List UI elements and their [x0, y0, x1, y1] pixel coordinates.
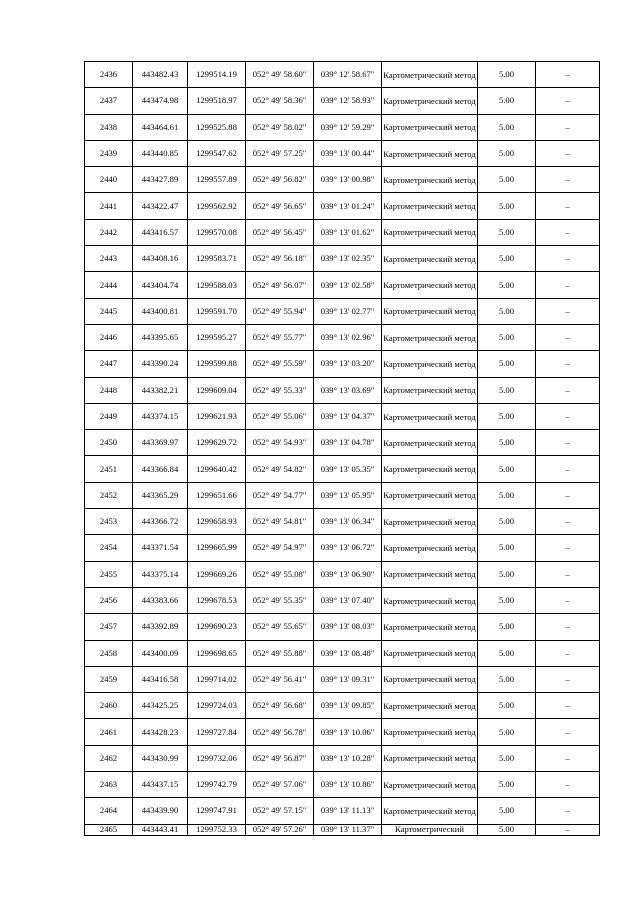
accuracy-cell: 5.00 [478, 693, 536, 719]
x-coordinate-cell: 443428.23 [133, 719, 188, 745]
table-row [85, 640, 600, 666]
point-number-cell: 2442 [85, 219, 133, 245]
latitude-cell: 052° 49' 54.81" [246, 509, 314, 535]
point-number-cell: 2455 [85, 561, 133, 587]
longitude-cell: 039° 13' 03.20" [314, 351, 382, 377]
y-coordinate-cell: 1299732.06 [188, 745, 246, 771]
accuracy-cell: 5.00 [478, 403, 536, 429]
table-row [85, 824, 600, 835]
latitude-cell: 052° 49' 57.06" [246, 772, 314, 798]
point-number-cell: 2459 [85, 666, 133, 692]
y-coordinate-cell: 1299525.88 [188, 114, 246, 140]
x-coordinate-cell: 443440.85 [133, 140, 188, 166]
note-cell: – [536, 298, 600, 324]
accuracy-cell: 5.00 [478, 640, 536, 666]
method-cell: Картометрический метод [382, 614, 478, 640]
note-cell: – [536, 535, 600, 561]
note-cell: – [536, 482, 600, 508]
latitude-cell: 052° 49' 57.25" [246, 140, 314, 166]
accuracy-cell: 5.00 [478, 456, 536, 482]
point-number-cell: 2449 [85, 403, 133, 429]
table-row [85, 798, 600, 824]
x-coordinate-cell: 443474.98 [133, 88, 188, 114]
point-number-cell: 2454 [85, 535, 133, 561]
note-cell: – [536, 719, 600, 745]
table-row [85, 587, 600, 613]
y-coordinate-cell: 1299547.62 [188, 140, 246, 166]
table-row [85, 456, 600, 482]
accuracy-cell: 5.00 [478, 798, 536, 824]
longitude-cell: 039° 13' 04.78" [314, 430, 382, 456]
x-coordinate-cell: 443443.41 [133, 824, 188, 835]
accuracy-cell: 5.00 [478, 535, 536, 561]
point-number-cell: 2441 [85, 193, 133, 219]
note-cell: – [536, 430, 600, 456]
x-coordinate-cell: 443400.09 [133, 640, 188, 666]
note-cell: – [536, 798, 600, 824]
y-coordinate-cell: 1299678.53 [188, 587, 246, 613]
method-cell: Картометрический метод [382, 456, 478, 482]
method-cell: Картометрический метод [382, 324, 478, 350]
y-coordinate-cell: 1299690.23 [188, 614, 246, 640]
longitude-cell: 039° 13' 02.58" [314, 272, 382, 298]
y-coordinate-cell: 1299640.42 [188, 456, 246, 482]
y-coordinate-cell: 1299747.91 [188, 798, 246, 824]
x-coordinate-cell: 443482.43 [133, 62, 188, 88]
x-coordinate-cell: 443392.89 [133, 614, 188, 640]
longitude-cell: 039° 13' 02.77" [314, 298, 382, 324]
longitude-cell: 039° 13' 11.37" [314, 824, 382, 835]
accuracy-cell: 5.00 [478, 377, 536, 403]
latitude-cell: 052° 49' 54.97" [246, 535, 314, 561]
method-cell: Картометрический метод [382, 219, 478, 245]
method-cell: Картометрический метод [382, 561, 478, 587]
method-cell: Картометрический метод [382, 193, 478, 219]
method-cell: Картометрический метод [382, 88, 478, 114]
accuracy-cell: 5.00 [478, 167, 536, 193]
method-cell: Картометрический метод [382, 535, 478, 561]
y-coordinate-cell: 1299518.97 [188, 88, 246, 114]
table-row [85, 430, 600, 456]
longitude-cell: 039° 13' 09.85" [314, 693, 382, 719]
table-row [85, 614, 600, 640]
latitude-cell: 052° 49' 56.87" [246, 745, 314, 771]
y-coordinate-cell: 1299669.26 [188, 561, 246, 587]
note-cell: – [536, 351, 600, 377]
y-coordinate-cell: 1299658.93 [188, 509, 246, 535]
longitude-cell: 039° 13' 00.98" [314, 167, 382, 193]
method-cell: Картометрический метод [382, 509, 478, 535]
method-cell: Картометрический метод [382, 298, 478, 324]
longitude-cell: 039° 13' 06.34" [314, 509, 382, 535]
y-coordinate-cell: 1299742.79 [188, 772, 246, 798]
y-coordinate-cell: 1299665.99 [188, 535, 246, 561]
y-coordinate-cell: 1299514.19 [188, 62, 246, 88]
longitude-cell: 039° 13' 03.69" [314, 377, 382, 403]
y-coordinate-cell: 1299698.65 [188, 640, 246, 666]
accuracy-cell: 5.00 [478, 587, 536, 613]
latitude-cell: 052° 49' 58.02" [246, 114, 314, 140]
note-cell: – [536, 640, 600, 666]
table-row [85, 351, 600, 377]
method-cell: Картометрический метод [382, 430, 478, 456]
y-coordinate-cell: 1299714.02 [188, 666, 246, 692]
x-coordinate-cell: 443439.90 [133, 798, 188, 824]
x-coordinate-cell: 443425.25 [133, 693, 188, 719]
longitude-cell: 039° 13' 11.13" [314, 798, 382, 824]
point-number-cell: 2447 [85, 351, 133, 377]
note-cell: – [536, 666, 600, 692]
longitude-cell: 039° 13' 01.62" [314, 219, 382, 245]
accuracy-cell: 5.00 [478, 62, 536, 88]
method-cell: Картометрический метод [382, 719, 478, 745]
longitude-cell: 039° 13' 05.95" [314, 482, 382, 508]
note-cell: – [536, 587, 600, 613]
method-cell: Картометрический метод [382, 693, 478, 719]
longitude-cell: 039° 13' 09.31" [314, 666, 382, 692]
latitude-cell: 052° 49' 55.06" [246, 403, 314, 429]
point-number-cell: 2460 [85, 693, 133, 719]
y-coordinate-cell: 1299724.03 [188, 693, 246, 719]
method-cell: Картометрический метод [382, 114, 478, 140]
latitude-cell: 052° 49' 56.07" [246, 272, 314, 298]
table-row [85, 772, 600, 798]
longitude-cell: 039° 13' 01.24" [314, 193, 382, 219]
method-cell: Картометрический [382, 824, 478, 835]
note-cell: – [536, 745, 600, 771]
method-cell: Картометрический метод [382, 482, 478, 508]
point-number-cell: 2436 [85, 62, 133, 88]
latitude-cell: 052° 49' 55.33" [246, 377, 314, 403]
method-cell: Картометрический метод [382, 403, 478, 429]
point-number-cell: 2463 [85, 772, 133, 798]
x-coordinate-cell: 443369.97 [133, 430, 188, 456]
y-coordinate-cell: 1299752.33 [188, 824, 246, 835]
latitude-cell: 052° 49' 55.94" [246, 298, 314, 324]
y-coordinate-cell: 1299557.89 [188, 167, 246, 193]
y-coordinate-cell: 1299583.71 [188, 246, 246, 272]
point-number-cell: 2457 [85, 614, 133, 640]
table-row [85, 88, 600, 114]
point-number-cell: 2464 [85, 798, 133, 824]
longitude-cell: 039° 13' 05.35" [314, 456, 382, 482]
x-coordinate-cell: 443366.72 [133, 509, 188, 535]
note-cell: – [536, 693, 600, 719]
accuracy-cell: 5.00 [478, 561, 536, 587]
x-coordinate-cell: 443375.14 [133, 561, 188, 587]
y-coordinate-cell: 1299651.66 [188, 482, 246, 508]
accuracy-cell: 5.00 [478, 272, 536, 298]
note-cell: – [536, 140, 600, 166]
method-cell: Картометрический метод [382, 587, 478, 613]
y-coordinate-cell: 1299588.03 [188, 272, 246, 298]
latitude-cell: 052° 49' 55.77" [246, 324, 314, 350]
coordinates-table [84, 61, 600, 836]
accuracy-cell: 5.00 [478, 719, 536, 745]
table-row [85, 298, 600, 324]
y-coordinate-cell: 1299727.84 [188, 719, 246, 745]
method-cell: Картометрический метод [382, 62, 478, 88]
longitude-cell: 039° 13' 06.72" [314, 535, 382, 561]
note-cell: – [536, 509, 600, 535]
y-coordinate-cell: 1299570.08 [188, 219, 246, 245]
x-coordinate-cell: 443371.54 [133, 535, 188, 561]
accuracy-cell: 5.00 [478, 482, 536, 508]
note-cell: – [536, 324, 600, 350]
x-coordinate-cell: 443382.21 [133, 377, 188, 403]
point-number-cell: 2458 [85, 640, 133, 666]
note-cell: – [536, 62, 600, 88]
x-coordinate-cell: 443416.57 [133, 219, 188, 245]
table-row [85, 114, 600, 140]
latitude-cell: 052° 49' 54.93" [246, 430, 314, 456]
table-row [85, 246, 600, 272]
x-coordinate-cell: 443430.99 [133, 745, 188, 771]
note-cell: – [536, 272, 600, 298]
accuracy-cell: 5.00 [478, 772, 536, 798]
latitude-cell: 052° 49' 55.35" [246, 587, 314, 613]
longitude-cell: 039° 13' 04.37" [314, 403, 382, 429]
latitude-cell: 052° 49' 56.18" [246, 246, 314, 272]
x-coordinate-cell: 443383.66 [133, 587, 188, 613]
method-cell: Картометрический метод [382, 640, 478, 666]
point-number-cell: 2451 [85, 456, 133, 482]
accuracy-cell: 5.00 [478, 324, 536, 350]
latitude-cell: 052° 49' 55.59" [246, 351, 314, 377]
accuracy-cell: 5.00 [478, 193, 536, 219]
point-number-cell: 2443 [85, 246, 133, 272]
y-coordinate-cell: 1299629.72 [188, 430, 246, 456]
table-row [85, 403, 600, 429]
x-coordinate-cell: 443390.24 [133, 351, 188, 377]
latitude-cell: 052° 49' 56.78" [246, 719, 314, 745]
table-row [85, 167, 600, 193]
table-row [85, 482, 600, 508]
point-number-cell: 2448 [85, 377, 133, 403]
note-cell: – [536, 403, 600, 429]
table-row [85, 535, 600, 561]
note-cell: – [536, 561, 600, 587]
accuracy-cell: 5.00 [478, 140, 536, 166]
latitude-cell: 052° 49' 56.45" [246, 219, 314, 245]
method-cell: Картометрический метод [382, 772, 478, 798]
latitude-cell: 052° 49' 56.41" [246, 666, 314, 692]
longitude-cell: 039° 13' 08.48" [314, 640, 382, 666]
accuracy-cell: 5.00 [478, 219, 536, 245]
accuracy-cell: 5.00 [478, 824, 536, 835]
table-row [85, 219, 600, 245]
point-number-cell: 2440 [85, 167, 133, 193]
x-coordinate-cell: 443427.89 [133, 167, 188, 193]
latitude-cell: 052° 49' 57.15" [246, 798, 314, 824]
table-row [85, 324, 600, 350]
x-coordinate-cell: 443366.84 [133, 456, 188, 482]
y-coordinate-cell: 1299591.70 [188, 298, 246, 324]
longitude-cell: 039° 13' 10.28" [314, 745, 382, 771]
longitude-cell: 039° 12' 59.29" [314, 114, 382, 140]
point-number-cell: 2456 [85, 587, 133, 613]
x-coordinate-cell: 443374.15 [133, 403, 188, 429]
coordinates-table-body [85, 62, 600, 836]
point-number-cell: 2446 [85, 324, 133, 350]
table-row [85, 719, 600, 745]
table-row [85, 272, 600, 298]
table-row [85, 377, 600, 403]
x-coordinate-cell: 443408.16 [133, 246, 188, 272]
point-number-cell: 2439 [85, 140, 133, 166]
longitude-cell: 039° 13' 08.03" [314, 614, 382, 640]
x-coordinate-cell: 443400.81 [133, 298, 188, 324]
table-row [85, 62, 600, 88]
point-number-cell: 2462 [85, 745, 133, 771]
table-row [85, 140, 600, 166]
point-number-cell: 2438 [85, 114, 133, 140]
x-coordinate-cell: 443437.15 [133, 772, 188, 798]
table-row [85, 193, 600, 219]
latitude-cell: 052° 49' 58.36" [246, 88, 314, 114]
point-number-cell: 2437 [85, 88, 133, 114]
latitude-cell: 052° 49' 56.68" [246, 693, 314, 719]
longitude-cell: 039° 13' 02.35" [314, 246, 382, 272]
y-coordinate-cell: 1299609.04 [188, 377, 246, 403]
note-cell: – [536, 614, 600, 640]
latitude-cell: 052° 49' 56.65" [246, 193, 314, 219]
latitude-cell: 052° 49' 54.77" [246, 482, 314, 508]
note-cell: – [536, 167, 600, 193]
note-cell: – [536, 246, 600, 272]
table-row [85, 666, 600, 692]
point-number-cell: 2452 [85, 482, 133, 508]
table-row [85, 561, 600, 587]
x-coordinate-cell: 443365.29 [133, 482, 188, 508]
accuracy-cell: 5.00 [478, 666, 536, 692]
latitude-cell: 052° 49' 56.82" [246, 167, 314, 193]
note-cell: – [536, 377, 600, 403]
note-cell: – [536, 456, 600, 482]
point-number-cell: 2465 [85, 824, 133, 835]
x-coordinate-cell: 443464.61 [133, 114, 188, 140]
longitude-cell: 039° 13' 00.44" [314, 140, 382, 166]
longitude-cell: 039° 13' 07.40" [314, 587, 382, 613]
accuracy-cell: 5.00 [478, 246, 536, 272]
accuracy-cell: 5.00 [478, 88, 536, 114]
accuracy-cell: 5.00 [478, 114, 536, 140]
longitude-cell: 039° 12' 58.67" [314, 62, 382, 88]
method-cell: Картометрический метод [382, 167, 478, 193]
latitude-cell: 052° 49' 55.65" [246, 614, 314, 640]
x-coordinate-cell: 443422.47 [133, 193, 188, 219]
longitude-cell: 039° 13' 02.96" [314, 324, 382, 350]
point-number-cell: 2450 [85, 430, 133, 456]
method-cell: Картометрический метод [382, 666, 478, 692]
note-cell: – [536, 193, 600, 219]
method-cell: Картометрический метод [382, 377, 478, 403]
x-coordinate-cell: 443416.58 [133, 666, 188, 692]
note-cell: – [536, 219, 600, 245]
note-cell: – [536, 88, 600, 114]
note-cell: – [536, 824, 600, 835]
y-coordinate-cell: 1299595.27 [188, 324, 246, 350]
longitude-cell: 039° 13' 10.06" [314, 719, 382, 745]
y-coordinate-cell: 1299562.92 [188, 193, 246, 219]
point-number-cell: 2453 [85, 509, 133, 535]
latitude-cell: 052° 49' 57.26" [246, 824, 314, 835]
method-cell: Картометрический метод [382, 798, 478, 824]
point-number-cell: 2445 [85, 298, 133, 324]
latitude-cell: 052° 49' 55.08" [246, 561, 314, 587]
x-coordinate-cell: 443404.74 [133, 272, 188, 298]
table-row [85, 509, 600, 535]
point-number-cell: 2461 [85, 719, 133, 745]
method-cell: Картометрический метод [382, 246, 478, 272]
x-coordinate-cell: 443395.65 [133, 324, 188, 350]
accuracy-cell: 5.00 [478, 509, 536, 535]
latitude-cell: 052° 49' 55.88" [246, 640, 314, 666]
accuracy-cell: 5.00 [478, 745, 536, 771]
accuracy-cell: 5.00 [478, 298, 536, 324]
point-number-cell: 2444 [85, 272, 133, 298]
longitude-cell: 039° 13' 06.90" [314, 561, 382, 587]
table-row [85, 745, 600, 771]
latitude-cell: 052° 49' 54.82" [246, 456, 314, 482]
latitude-cell: 052° 49' 58.60" [246, 62, 314, 88]
note-cell: – [536, 114, 600, 140]
note-cell: – [536, 772, 600, 798]
table-row [85, 693, 600, 719]
method-cell: Картометрический метод [382, 351, 478, 377]
accuracy-cell: 5.00 [478, 351, 536, 377]
method-cell: Картометрический метод [382, 272, 478, 298]
longitude-cell: 039° 12' 58.93" [314, 88, 382, 114]
accuracy-cell: 5.00 [478, 614, 536, 640]
y-coordinate-cell: 1299621.93 [188, 403, 246, 429]
y-coordinate-cell: 1299599.88 [188, 351, 246, 377]
method-cell: Картометрический метод [382, 745, 478, 771]
accuracy-cell: 5.00 [478, 430, 536, 456]
longitude-cell: 039° 13' 10.86" [314, 772, 382, 798]
method-cell: Картометрический метод [382, 140, 478, 166]
